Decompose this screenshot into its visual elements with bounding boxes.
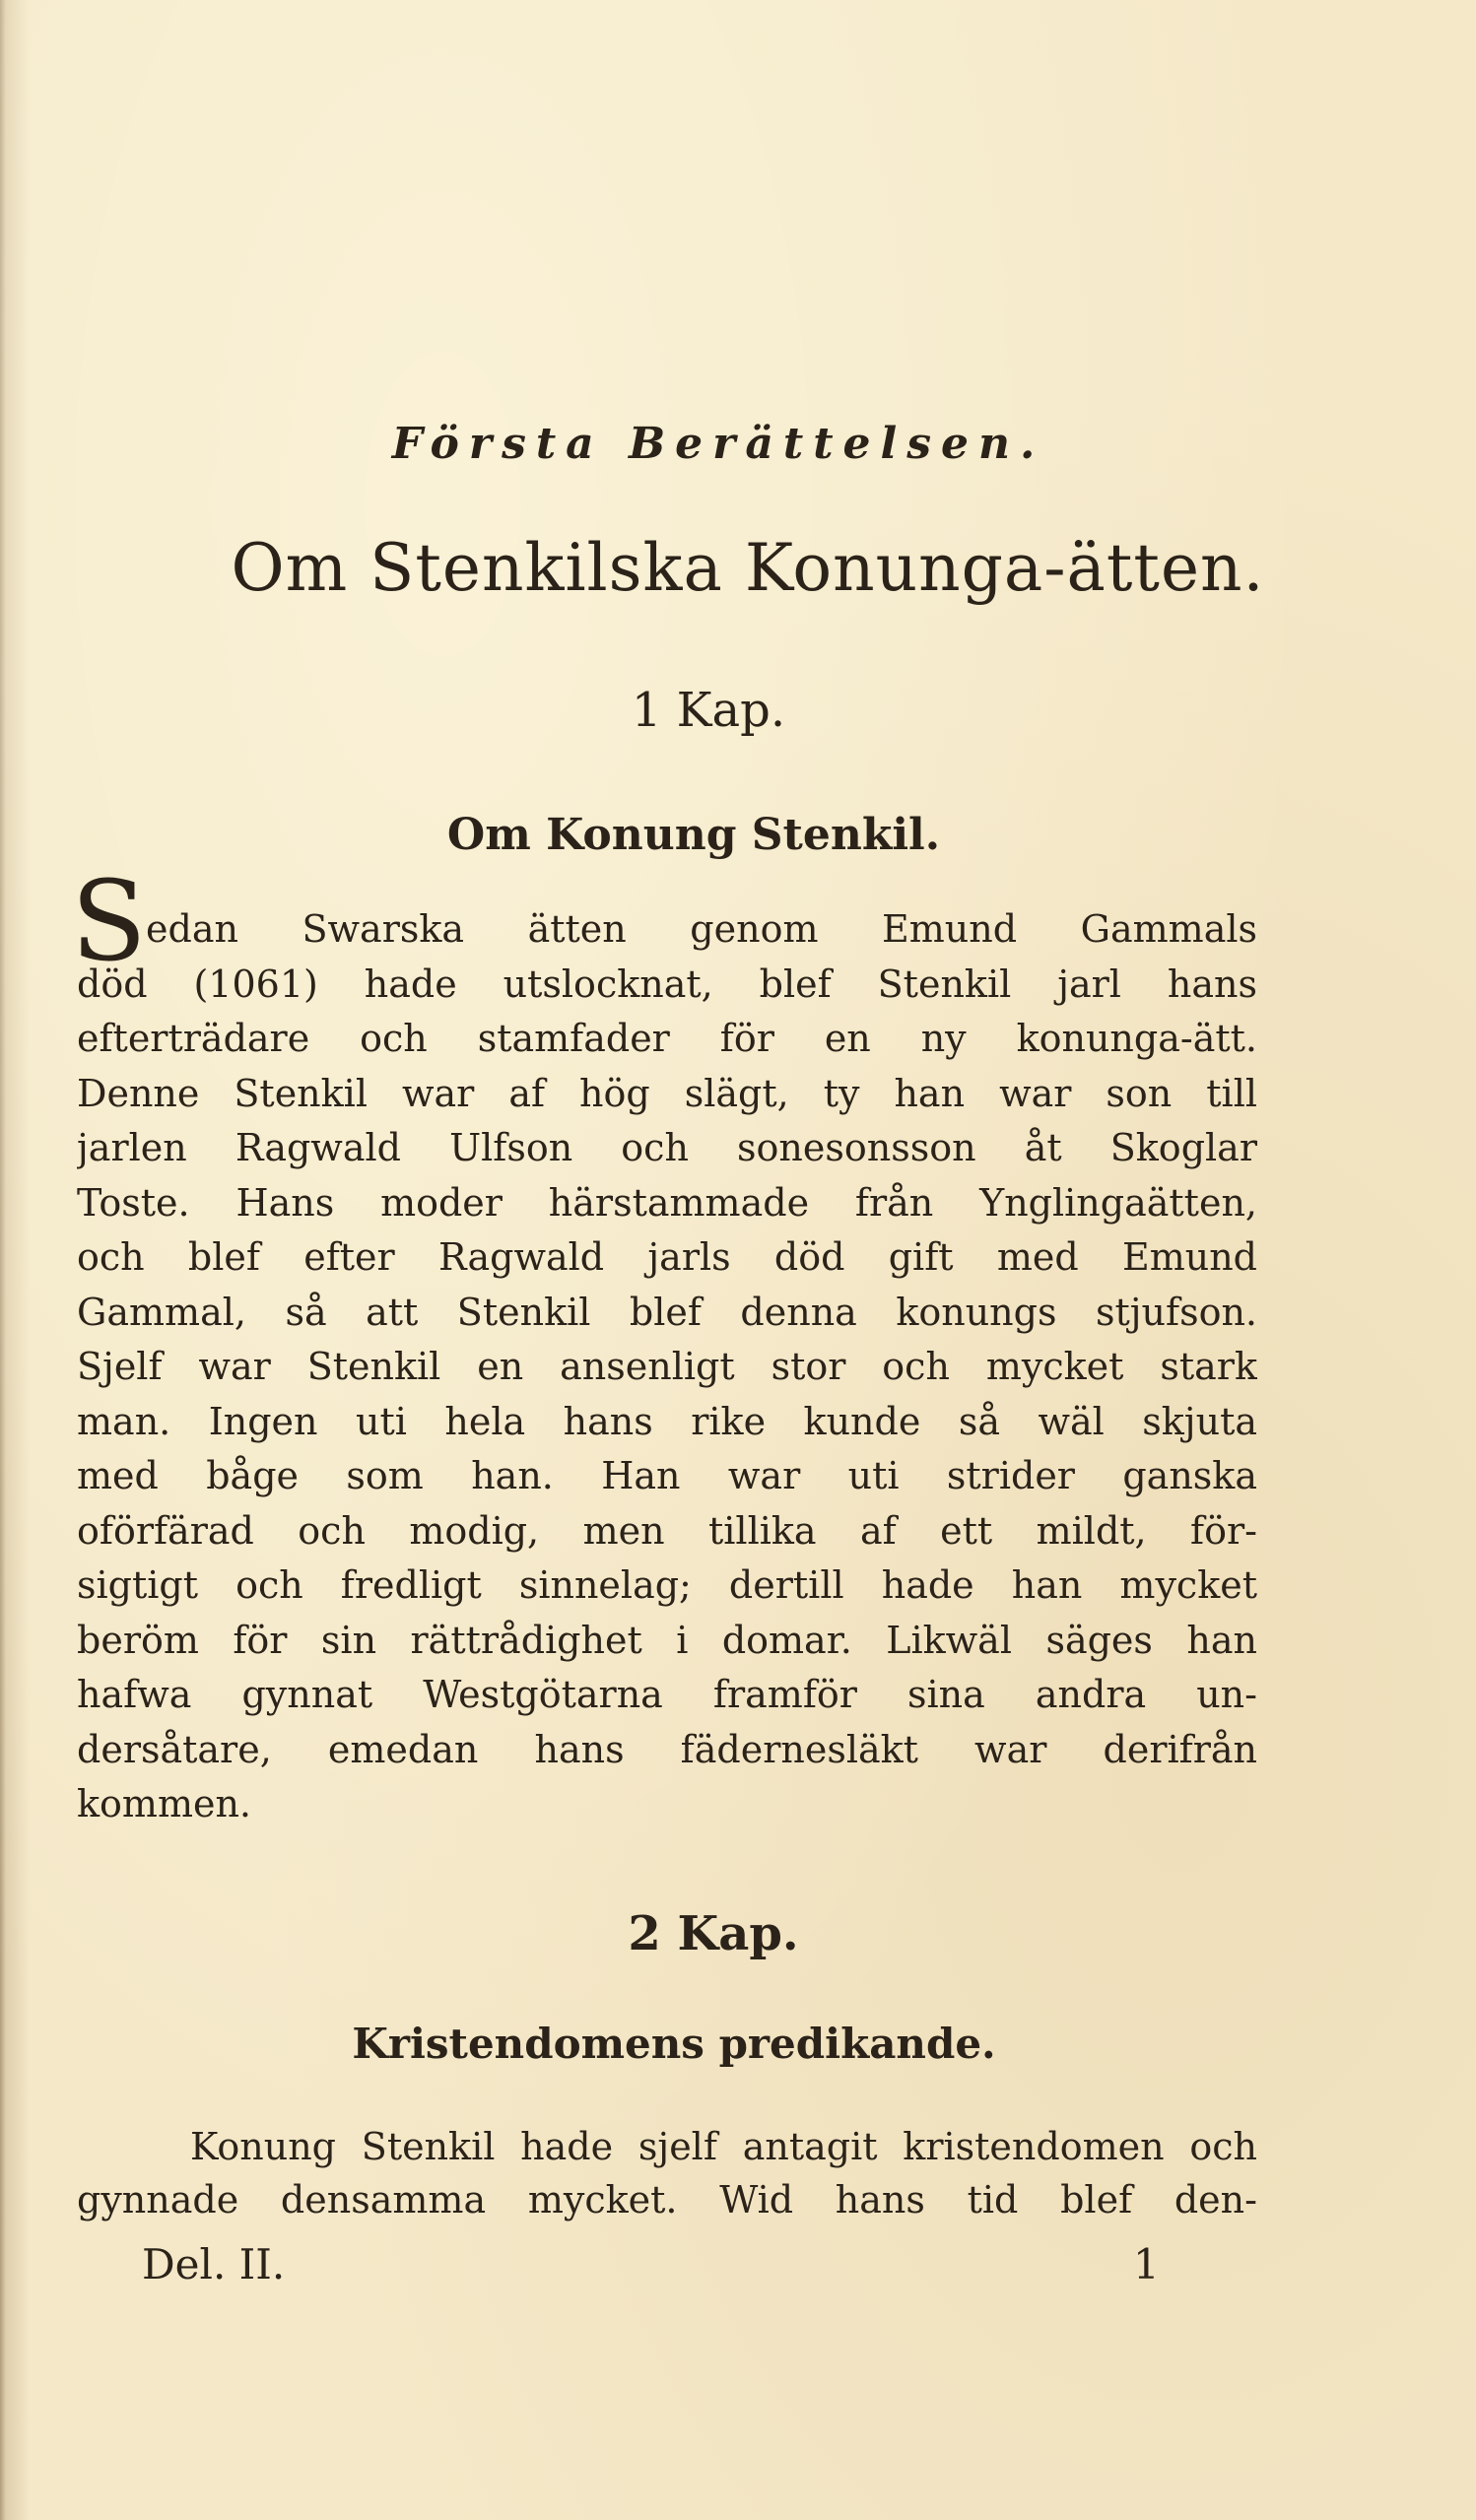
- text-line: beröm för sin rättrådighet i domar. Likwäl säges han: [77, 1618, 1257, 1662]
- text-line: oförfärad och modig, men tillika af ett mildt, för-: [77, 1508, 1257, 1553]
- text-line: efterträdare och stamfader för en ny konunga-ätt.: [77, 1017, 1257, 1060]
- drop-cap: S: [71, 858, 147, 986]
- text-line: edan Swarska ätten genom Emund Gammals: [146, 907, 1257, 951]
- text-line: och blef efter Ragwald jarls död gift med Emund: [77, 1235, 1257, 1279]
- story-title: Första Berättelsen.: [391, 419, 1045, 469]
- page-number: 1: [1133, 2240, 1160, 2288]
- chapter-2-number: 2 Kap.: [628, 1906, 799, 1961]
- text-line: hafwa gynnat Westgötarna framför sina andra un-: [77, 1673, 1257, 1716]
- text-line: dersåtare, emedan hans fädernesläkt war derifrån: [77, 1727, 1257, 1771]
- text-line: Denne Stenkil war af hög slägt, ty han war son till: [77, 1071, 1257, 1115]
- text-line: jarlen Ragwald Ulfson och sonesonsson åt Skoglar: [77, 1126, 1257, 1169]
- signature-mark: Del. II.: [142, 2240, 286, 2288]
- chapter-2-heading: Kristendomens predikande.: [352, 2020, 996, 2068]
- text-line: Sjelf war Stenkil en ansenligt stor och mycket stark: [77, 1345, 1257, 1388]
- text-line: gynnade densamma mycket. Wid hans tid blef den-: [77, 2178, 1257, 2222]
- text-line: man. Ingen uti hela hans rike kunde så wäl skjuta: [77, 1399, 1257, 1443]
- text-line: Gammal, så att Stenkil blef denna konungs stjufson.: [77, 1290, 1257, 1334]
- text-line: kommen.: [77, 1782, 252, 1825]
- text-line: sigtigt och fredligt sinnelag; dertill hade han mycket: [77, 1563, 1257, 1607]
- text-line: Toste. Hans moder härstammade från Ynglingaätten,: [77, 1180, 1257, 1225]
- chapter-1-heading: Om Konung Stenkil.: [446, 810, 941, 860]
- text-line: med båge som han. Han war uti strider ganska: [77, 1454, 1257, 1497]
- text-line: Konung Stenkil hade sjelf antagit kristendomen och: [190, 2125, 1257, 2168]
- text-line: död (1061) hade utslocknat, blef Stenkil jarl hans: [77, 962, 1257, 1006]
- chapter-1-number: 1 Kap.: [631, 683, 786, 738]
- section-title: Om Stenkilska Konunga-ätten.: [231, 530, 1265, 606]
